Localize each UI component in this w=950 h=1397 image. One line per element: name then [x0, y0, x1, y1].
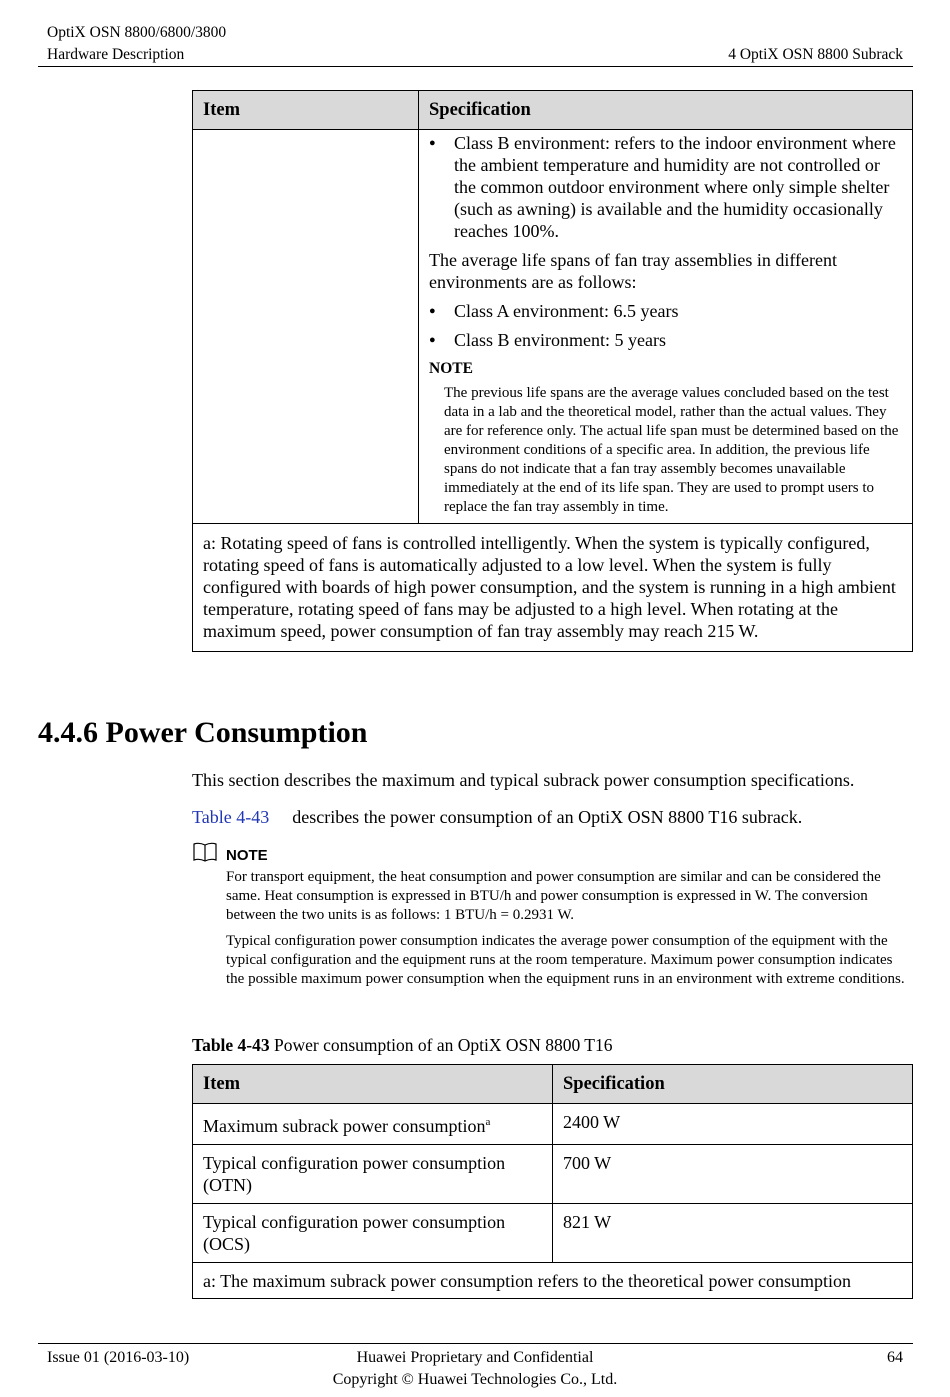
- col-item-header: Item: [193, 91, 419, 130]
- page-header-left: [47, 22, 226, 66]
- spec-cell: [419, 130, 913, 524]
- table-footnote: a: The maximum subrack power consumption refers to the theoretical power consumption: [193, 1263, 913, 1299]
- table-row: [193, 1204, 913, 1263]
- life-span-intro: The average life spans of fan tray assemblies in different environments are as follows:: [429, 250, 838, 292]
- book-icon: [192, 842, 218, 862]
- item-cell: Typical configuration power consumption (OTN): [193, 1145, 553, 1204]
- header-doc-type: Hardware Description: [47, 46, 185, 63]
- bullet-class-b-definition: ● Class B environment: refers to the indoor environment where the ambient temperature and humidity are not controlled or the common outdoor environment where only simple shelter (such as awning) is available and the humidity occasionally reaches 100%.: [454, 132, 902, 242]
- table-header-row: [193, 91, 913, 130]
- note-text: The previous life spans are the average values concluded based on the test data in a lab and the theoretical model, rather than the actual values. They are for reference only. The actual life span must be determined based on the environment conditions of a specific area. In addition, the previous life spans do not indicate that a fan tray assembly becomes unavailable immediately at the end of its life span. They are used to prompt users to replace the fan tray assembly in time.: [444, 385, 899, 515]
- footer-center: [300, 1347, 650, 1391]
- table-reference-text: describes the power consumption of an OptiX OSN 8800 T16 subrack.: [292, 807, 803, 827]
- bullet-list: [429, 132, 902, 242]
- footer-divider: [38, 1343, 913, 1344]
- table-header-row: [193, 1065, 913, 1104]
- note-paragraph-1: For transport equipment, the heat consumption and power consumption are similar and can be considered the same. Heat consumption is expressed in BTU/h and power consumption is expressed in W. The conversion between the two units is as follows: 1 BTU/h = 0.2931 W.: [226, 869, 881, 923]
- table-row: [193, 130, 913, 524]
- footer-issue: Issue 01 (2016-03-10): [47, 1349, 190, 1366]
- item-cell: Typical configuration power consumption (OCS): [193, 1204, 553, 1263]
- note-label: NOTE: [429, 360, 473, 377]
- col-spec-header: Specification: [419, 91, 913, 130]
- col-item-header: Item: [193, 1065, 553, 1104]
- note-label: NOTE: [226, 847, 268, 864]
- header-chapter: 4 OptiX OSN 8800 Subrack: [728, 46, 903, 63]
- table-footnote-row: [193, 1263, 913, 1299]
- header-product: OptiX OSN 8800/6800/3800: [47, 24, 227, 41]
- table-caption-text: Power consumption of an OptiX OSN 8800 T16: [274, 1035, 613, 1055]
- spec-cell: 2400 W: [553, 1104, 913, 1145]
- table-row: [193, 1145, 913, 1204]
- footnote-marker: a: [485, 1116, 491, 1128]
- item-cell-empty: [193, 130, 419, 524]
- item-cell: [193, 1104, 553, 1145]
- item-text: Maximum subrack power consumption: [203, 1116, 486, 1136]
- bullet-class-b-life: ● Class B environment: 5 years: [454, 329, 902, 351]
- bullet-class-a-life: ● Class A environment: 6.5 years: [454, 300, 902, 322]
- note-paragraph-2: Typical configuration power consumption indicates the average power consumption of the equipment with the typical configuration and the equipment runs at the room temperature. Maximum power consumption indicates the possible maximum power consumption when the equipment runs in an environment with extreme conditions.: [226, 933, 905, 987]
- life-span-list: [429, 300, 902, 351]
- fan-spec-table-continued: [192, 90, 913, 652]
- spec-cell: 821 W: [553, 1204, 913, 1263]
- col-spec-header: Specification: [553, 1065, 913, 1104]
- table-row: [193, 1104, 913, 1145]
- section-intro: This section describes the maximum and typical subrack power consumption specifications.: [192, 770, 855, 790]
- spec-cell: 700 W: [553, 1145, 913, 1204]
- table-reference-link[interactable]: Table 4-43: [192, 807, 270, 827]
- section-heading: 4.4.6 Power Consumption: [38, 716, 368, 749]
- table-caption: [192, 1035, 613, 1056]
- table-reference-paragraph: [192, 806, 802, 828]
- table-caption-label: Table 4-43: [192, 1035, 270, 1055]
- power-consumption-table: [192, 1064, 913, 1299]
- header-divider: [38, 66, 913, 67]
- footer-proprietary: Huawei Proprietary and Confidential: [356, 1349, 594, 1366]
- footer-copyright: Copyright © Huawei Technologies Co., Ltd.: [332, 1371, 618, 1388]
- table-footnote: a: Rotating speed of fans is controlled intelligently. When the system is typically configured, rotating speed of fans is automatically adjusted to a low level. When the system is fully configured with boards of high power consumption, and the system is running in a high ambient temperature, rotating speed of fans may be adjusted to a high level. When rotating at the maximum speed, power consumption of fan tray assembly may reach 215 W.: [193, 524, 913, 652]
- table-footnote-row: [193, 524, 913, 652]
- footer-page-number: 64: [887, 1349, 903, 1366]
- note-body: [226, 868, 906, 996]
